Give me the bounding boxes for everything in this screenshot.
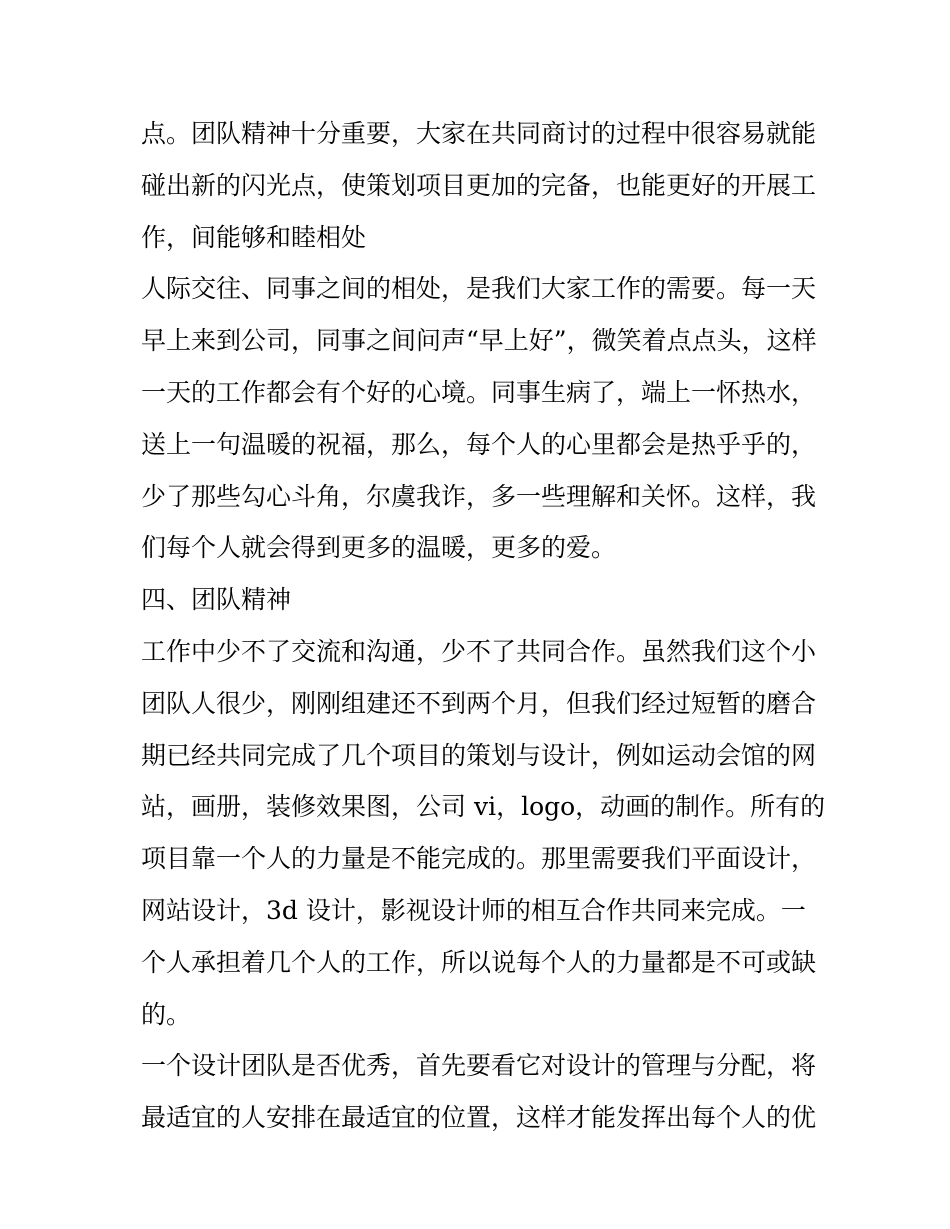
text-line: 点。团队精神十分重要，大家在共同商讨的过程中很容易就能 — [141, 119, 817, 148]
text-line: 最适宜的人安排在最适宜的位置，这样才能发挥出每个人的优 — [141, 1103, 817, 1133]
text-line: 网站设计，3d 设计，影视设计师的相互合作共同来完成。一 — [141, 895, 806, 925]
text-line: 个人承担着几个人的工作，所以说每个人的力量都是不可或缺 — [141, 947, 817, 977]
paragraph-design-team — [141, 1040, 816, 1144]
document-body — [141, 108, 826, 1144]
text-line: 们每个人就会得到更多的温暖，更多的爱。 — [141, 533, 617, 563]
text-line: 站，画册，装修效果图，公司 vi，logo，动画的制作。所有的 — [141, 792, 826, 822]
text-line: 作，间能够和睦相处 — [141, 222, 367, 252]
text-line: 项目靠一个人的力量是不能完成的。那里需要我们平面设计， — [141, 844, 817, 874]
paragraph-interpersonal — [141, 263, 816, 574]
heading-text: 四、团队精神 — [141, 585, 292, 615]
text-line: 一个设计团队是否优秀，首先要看它对设计的管理与分配，将 — [141, 1051, 817, 1081]
section-heading — [141, 574, 816, 626]
paragraph-collaboration — [141, 626, 826, 1040]
text-line: 一天的工作都会有个好的心境。同事生病了，端上一怀热水， — [141, 377, 817, 407]
text-line: 工作中少不了交流和沟通，少不了共同合作。虽然我们这个小 — [141, 636, 817, 666]
text-line: 团队人很少，刚刚组建还不到两个月，但我们经过短暂的磨合 — [141, 688, 817, 718]
text-line: 人际交往、同事之间的相处，是我们大家工作的需要。每一天 — [141, 274, 817, 304]
text-line: 送上一句温暖的祝福，那么，每个人的心里都会是热乎乎的， — [141, 429, 817, 459]
paragraph-teamwork-continued — [141, 108, 816, 263]
text-line: 期已经共同完成了几个项目的策划与设计，例如运动会馆的网 — [141, 740, 817, 770]
text-line: 少了那些勾心斗角，尔虞我诈，多一些理解和关怀。这样，我 — [141, 481, 817, 511]
text-line: 碰出新的闪光点，使策划项目更加的完备，也能更好的开展工 — [141, 170, 817, 200]
text-line: 早上来到公司，同事之间问声“早上好”，微笑着点点头，这样 — [141, 326, 817, 356]
text-line: 的。 — [141, 999, 192, 1029]
